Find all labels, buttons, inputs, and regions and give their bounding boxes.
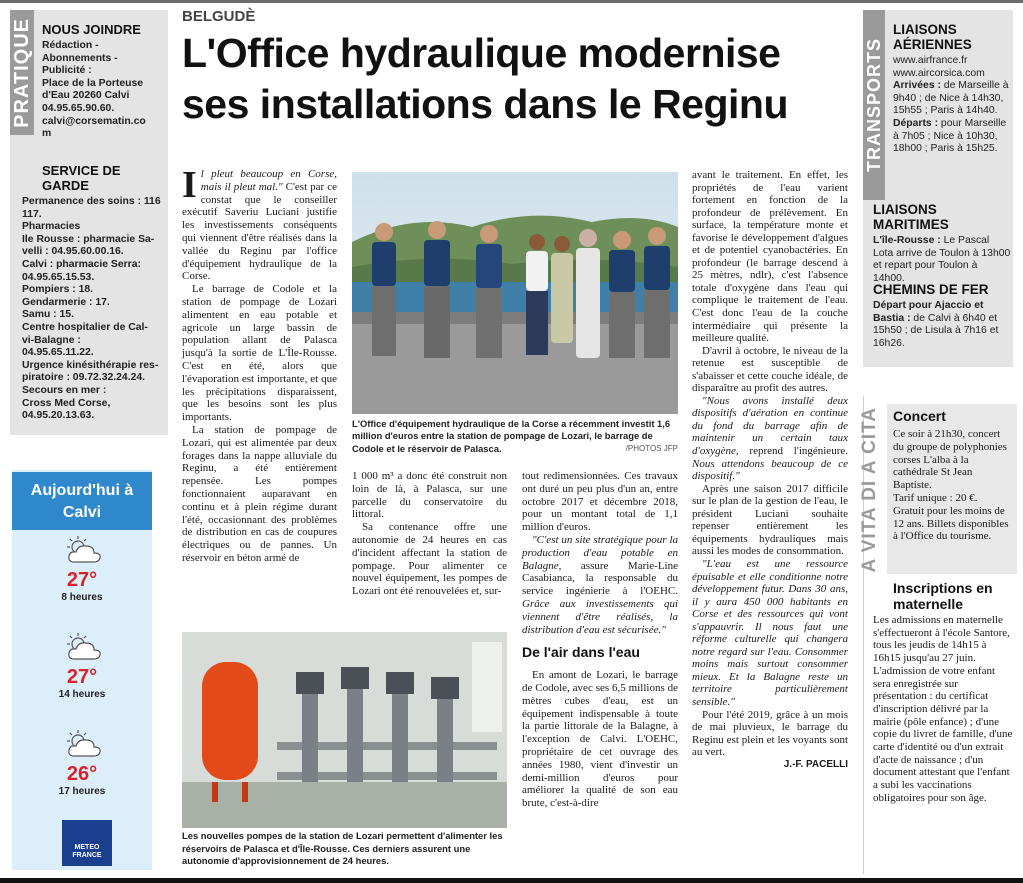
temperature-value: 27° xyxy=(66,569,98,591)
team-photo xyxy=(352,172,678,414)
transports-tab: TRANSPORTS xyxy=(863,10,885,200)
paragraph: Sa contenance offre une autonomie de 24 heures en cas d'incident affectant la station de pompage. Pour alimenter ce nouvel équipement, les pompes de Lozari ont été renouvelées et, sur- xyxy=(352,521,507,598)
maritimes-title: LIAISONS MARITIMES xyxy=(873,202,949,232)
article-column-1: Il pleut beaucoup en Corse, mais il pleut mal." C'est par ce constat que le conseiller exécutif Saveriu Luciani justifie les investissements conséquents qui viennent d'être réalisés dans la vallée du Reginu par l'office d'équipement hydraulique de la Corse. Le barrage de Codole et la station de pompage de Lozari alimentent en eau potable et agricole un large bassin de population allant de Palasca jusqu'à la sortie de L'Île-Rousse. C'est en été, alors que l'évaporation est importante, et que les précipitations disparaissent, que les besoins sont les plus importants. La station de pompage de Lozari, qui est alimentée par deux forages dans la nappe alluviale du Reginu, a été entièrement repensée. Les pompes fonctionnaient auparavant en continu et à plein régime durant l'été, occasionnant des problèmes de distribution en cas de coupures électriques ou de pannes. Un réservoir en béton armé de xyxy=(182,164,337,564)
contact-email-end: m xyxy=(42,128,52,140)
aeriennes-section: LIAISONS AÉRIENNES www.airfrance.fr www.aircorsica.com Arrivées : de Marseille à 9h40 ; de Nice à 14h30, 15h55 ; Paris à 14h40. Départs : pour Marseille à 7h05 ; Nice à 10h30, 18h00 ; Paris à 15h25. xyxy=(893,22,1011,156)
weather-title: Aujourd'hui à Calvi xyxy=(12,472,152,530)
fer-section: CHEMINS DE FER Départ pour Ajaccio et Bastia : de Calvi à 6h40 et 15h50 ; de Lisula à 7h16 et 16h26. xyxy=(873,282,1011,350)
pratique-tab: PRATIQUE xyxy=(10,10,34,135)
garde-line: velli : 04.95.60.00.16. xyxy=(22,246,124,258)
service-garde-title: SERVICE DE GARDE xyxy=(42,163,121,193)
inscriptions-section xyxy=(873,580,1013,805)
website-link[interactable]: www.aircorsica.com xyxy=(893,67,985,79)
photo-credit: /PHOTOS JFP xyxy=(625,443,678,453)
garde-line: Calvi : pharmacie Serra: xyxy=(22,258,141,270)
contact-email[interactable]: calvi@corsematin.co xyxy=(42,115,146,127)
author-signature: J.-F. PACELLI xyxy=(783,758,848,770)
forecast-hour: 17 heures xyxy=(58,786,106,797)
garde-line: 117. xyxy=(22,208,42,220)
paragraph: La station de pompage de Lozari, qui est alimentée par deux forages dans la nappe alluviale du Reginu, a été entièrement repensée. Les pompes fonctionnaient auparavant en continu et à plein régime durant l'été, occasionnant des problèmes de distribution en cas de coupures électriques ou de pannes. Un réservoir en béton armé de xyxy=(182,423,337,564)
nous-joindre-title: NOUS JOINDRE xyxy=(42,22,141,37)
weather-slot-1 xyxy=(12,536,152,603)
concert-tarif: Tarif unique : 20 €. Gratuit pour les moins de 12 ans. Billets disponibles à l'Office du tourisme. xyxy=(893,491,1009,543)
inscriptions-title: Inscriptions en maternelle xyxy=(893,580,993,612)
concert-title: Concert xyxy=(893,408,946,424)
garde-line: Gendarmerie : 17. xyxy=(22,296,110,308)
article-column-4: avant le traitement. En effet, les propriétés de l'eau varient fortement en fonction de la profondeur de prélèvement. En surface, la température monte et favorise le développement d'algues et de potentiel cyanobactéries. En profondeur (le barrage descend à 25 mètres, ndlr), c'est l'absence totale d'oxygène dans l'eau qui complique le traitement de l'eau. C'est donc l'eau de la couche intermédiaire qui présente la meilleure qualité. D'avril à octobre, le niveau de la retenue est susceptible de s'abaisser et cette couche idéale, de disparaître au profit des autres. "Nous avons installé deux dispositifs d'aération en continue du fond du barrage afin de maintenir un certain taux d'oxygène, reprend l'ingénieure. Nous attendons beaucoup de ce dispositif." Après une saison 2017 difficile sur le plan de la gestion de l'eau, le président Luciani souhaite repenser entièrement les équipements hydrauliques mais aussi les modes de consommation. "L'eau est une ressource épuisable et elle conditionne notre développement futur. Dans 30 ans, il y aura 450 000 habitants en Corse et des ressources qui vont s'appauvrir. Il nous faut une réforme culturelle qui changera notre regard sur l'eau. Consommer moins mais surtout consommer mieux. Et la Balagne reste un territoire particulièrement sensible." Pour l'été 2019, grâce à un mois de mai pluvieux, le barrage du Reginu est plein et les voyants sont au vert. J.-F. PACELLI xyxy=(692,169,848,770)
contact-line: Place de la Porteuse xyxy=(42,77,144,89)
garde-line: Centre hospitalier de Cal- xyxy=(22,321,148,333)
contact-line: Abonnements - xyxy=(42,52,118,64)
contact-line: d'Eau 20260 Calvi xyxy=(42,90,130,102)
aeriennes-title: LIAISONS AÉRIENNES xyxy=(893,22,972,52)
garde-line: vi-Balagne : xyxy=(22,334,81,346)
garde-line: Cross Med Corse, xyxy=(22,397,111,409)
contact-phone: 04.95.65.90.60. xyxy=(42,102,115,114)
article-column-3: tout redimensionnées. Ces travaux ont duré un peu plus d'un an, entre octobre 2017 et décembre 2018, pour un montant total de 1,1 million d'euros. "C'est un site stratégique pour la production d'eau potable en Balagne, assure Marie-Line Casabianca, la responsable du service ingénierie à l'OEHC. Grâce aux investissements qui viennent d'être réalisés, la distribution d'eau est sécurisée." De l'air dans l'eau En amont de Lozari, le barrage de Codole, avec ses 6,5 millions de mètres cubes d'eau, est un équipement indispensable à toute la partie littorale de la Balagne, à l'exception de Calvi. L'OEHC, propriétaire de cet ouvrage des années 1980, vient d'investir un demi-million d'euros pour améliorer la qualité de son eau brute, c'est-à-dire xyxy=(522,470,678,810)
paragraph: avant le traitement. En effet, les propriétés de l'eau varient fortement en fonction de la profondeur de prélèvement. En surface, la température monte et favorise le développement d'algues et de potentiel cyanobactéries. En profondeur (le barrage descend à 25 mètres, ndlr), c'est l'absence totale d'oxygène dans l'eau qui complique le traitement de l'eau. C'est donc l'eau de la couche intermédiaire qui présente la meilleure qualité. xyxy=(692,169,848,345)
article-column-2 xyxy=(352,470,507,598)
photo-caption: L'Office d'équipement hydraulique de la Corse a récemment investit 1,6 million d'euros entre la station de pompage de Lozari, le barrage de Codole et le réservoir de Palasca. /PHOTOS JFP xyxy=(352,418,678,454)
garde-line: 04.95.65.15.53. xyxy=(22,271,95,283)
article-headline: L'Office hydraulique modernise ses installations dans le Reginu xyxy=(182,30,789,127)
garde-line: 04.95.65.11.22. xyxy=(22,347,94,359)
weather-slot-2 xyxy=(12,633,152,700)
garde-line: Pompiers : 18. xyxy=(22,284,94,296)
drop-cap: I xyxy=(182,164,197,206)
concert-section xyxy=(893,408,1011,543)
concert-text: Ce soir à 21h30, concert du groupe de polyphonies corses L'alba à la cathédrale St Jean Baptiste. xyxy=(893,428,1007,492)
website-link[interactable]: www.airfrance.fr xyxy=(893,55,968,66)
garde-line: 04.95.20.13.63. xyxy=(22,410,95,422)
forecast-hour: 14 heures xyxy=(58,689,106,700)
article-subheading: De l'air dans l'eau xyxy=(522,644,640,661)
bottom-rule xyxy=(0,878,1023,883)
paragraph: D'avril à octobre, le niveau de la retenue est susceptible de s'abaisser et cette couche idéale, de disparaître au profit des autres. xyxy=(692,344,848,395)
paragraph: tout redimensionnées. Ces travaux ont duré un peu plus d'un an, entre octobre 2017 et décembre 2018, pour un montant total de 1,1 million d'euros. xyxy=(522,470,678,534)
sun-cloud-icon xyxy=(64,730,104,758)
contact-line: Rédaction - xyxy=(42,40,99,51)
paragraph: Après une saison 2017 difficile sur le plan de la gestion de l'eau, le président Luciani souhaite repenser entièrement les équipements hydrauliques mais aussi les modes de consommation. xyxy=(692,482,848,558)
temperature-value: 26° xyxy=(66,763,98,785)
fer-title: CHEMINS DE FER xyxy=(873,282,989,297)
pumps-photo xyxy=(182,632,507,828)
paragraph: En amont de Lozari, le barrage de Codole, avec ses 6,5 millions de mètres cubes d'eau, est un équipement indispensable à toute la partie littorale de la Balagne, à l'exception de Calvi. L'OEHC, propriétaire de cet ouvrage des années 1980, vient d'investir un demi-million d'euros pour améliorer la qualité de son eau brute, c'est-à-dire xyxy=(522,669,678,810)
photo-caption: Les nouvelles pompes de la station de Lozari permettent d'alimenter les réservoirs de Palasca et d'Île-Rousse. Ces derniers assurent une autonomie d'approvisionnement de 24 heures. xyxy=(182,830,503,867)
temperature-value: 27° xyxy=(66,666,98,688)
paragraph: Le barrage de Codole et la station de pompage de Lozari alimentent en eau potable et agricole un large bassin de population allant de Palasca jusqu'à la sortie de L'Île-Rousse. C'est en été, alors que l'évaporation est importante, et que les précipitations disparaissent, que les besoins sont les plus importants. xyxy=(182,283,337,424)
sun-cloud-icon xyxy=(64,536,104,564)
article-kicker: BELGUDÈ xyxy=(182,8,256,25)
quote-paragraph: "L'eau est une ressource épuisable et elle conditionne notre développement futur. Dans 30 ans, il y aura 450 000 habitants en Corse et des ressources qui vont s'appauvrir. Il nous faut une réforme culturelle qui changera notre regard sur l'eau. Consommer moins mais surtout consommer mieux. Et la Balagne reste un territoire particulièrement sensible." xyxy=(692,557,848,708)
garde-line: Urgence kinésithérapie res- xyxy=(22,359,159,371)
meteo-france-logo: METEO FRANCE xyxy=(62,820,112,866)
sun-cloud-icon xyxy=(64,633,104,661)
paragraph: Pour l'été 2019, grâce à un mois de mai pluvieux, le barrage du Reginu est plein et les voyants sont au vert. xyxy=(692,708,848,759)
garde-line: Secours en mer : xyxy=(22,384,107,396)
vita-tab: A VITA DI A CITA xyxy=(859,407,880,573)
contact-line: Publicité : xyxy=(42,65,92,77)
paragraph: 1 000 m³ a donc été construit non loin de là, à Palasca, sur une parcelle du conservatoire du littoral. xyxy=(352,470,507,521)
forecast-hour: 8 heures xyxy=(61,592,103,603)
garde-line: Permanence des soins : 116 xyxy=(22,196,161,207)
maritimes-section: LIAISONS MARITIMES L'île-Rousse : Le Pascal Lota arrive de Toulon à 13h00 et repart pour Toulon à 14h00. xyxy=(873,202,1011,284)
garde-line: Samu : 15. xyxy=(22,309,74,321)
nous-joindre-section xyxy=(42,22,167,141)
weather-slot-3 xyxy=(12,730,152,797)
inscriptions-text: Les admissions en maternelle s'effectueront à l'école Santore, tous les jeudis de 14h15 à 16h15 jusqu'au 27 juin. L'admission de votre enfant sera enregistrée sur présentation : du certificat d'inscription délivré par la mairie (pôle enfance) ; d'une copie du livret de famille, d'une carte d'identité ou d'un extrait d'acte de naissance ; d'un document attestant que l'enfant a subi les vaccinations obligatoires pour son âge. xyxy=(873,614,1013,804)
garde-line: Pharmacies xyxy=(22,221,81,233)
top-rule xyxy=(0,0,1023,3)
garde-line: Ile Rousse : pharmacie Sa- xyxy=(22,233,155,245)
service-garde-section xyxy=(22,163,167,423)
garde-line: piratoire : 09.72.32.24.24. xyxy=(22,372,146,384)
